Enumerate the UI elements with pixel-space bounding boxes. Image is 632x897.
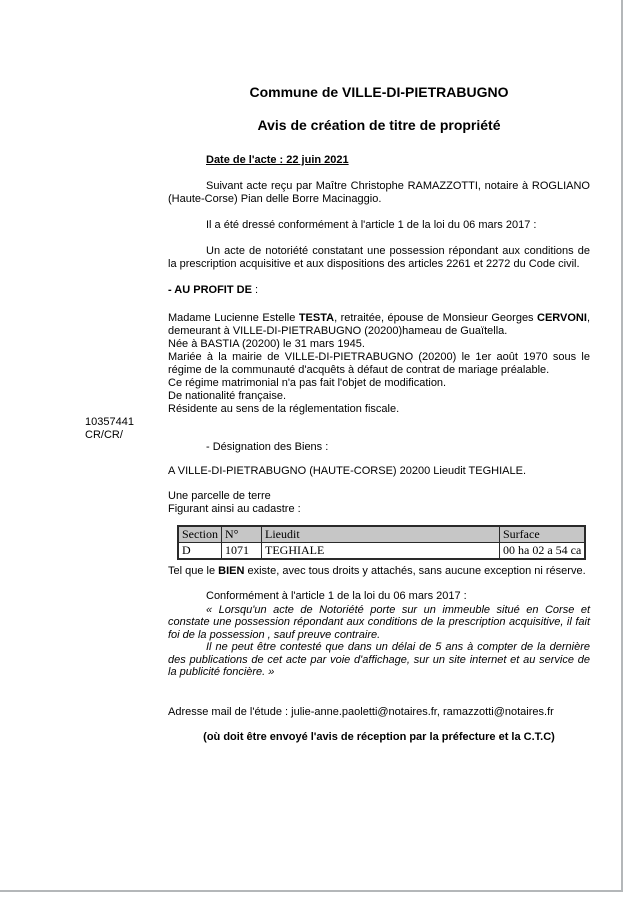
nationality-line: De nationalité française. xyxy=(168,390,287,402)
quote-paragraph-2: Il ne peut être contesté que dans un délai de 5 ans à compter de la dernière des publications de cet acte par voie d'affichage, sur un site internet et au service de la publicité foncière. » xyxy=(168,641,590,679)
designation-heading: - Désignation des Biens : xyxy=(206,441,329,453)
parcel-line1: Une parcelle de terre xyxy=(168,490,271,502)
beneficiary-surname: TESTA xyxy=(298,312,335,324)
cell-lieudit: TEGHIALE xyxy=(262,543,500,560)
avis-title: Avis de création de titre de propriété xyxy=(257,117,501,133)
residence-line: Résidente au sens de la réglementation fiscale. xyxy=(168,403,400,415)
header-numero: N° xyxy=(222,526,262,543)
commune-title: Commune de VILLE-DI-PIETRABUGNO xyxy=(249,84,509,100)
spouse-surname: CERVONI xyxy=(537,312,587,324)
table-row xyxy=(178,543,585,560)
header-lieudit: Lieudit xyxy=(262,526,500,543)
header-surface: Surface xyxy=(500,526,586,543)
email-line: Adresse mail de l'étude : julie-anne.paoletti@notaires.fr, ramazzotti@notaires.fr xyxy=(168,706,554,718)
bien-paragraph: Tel que le BIEN existe, avec tous droits y attachés, sans aucune exception ni réserve. xyxy=(168,565,586,577)
header-section: Section xyxy=(178,526,222,543)
cadastre-table-container xyxy=(177,525,586,560)
date-heading: Date de l'acte : 22 juin 2021 xyxy=(206,154,349,166)
profit-heading-tail: : xyxy=(251,284,259,296)
conformity-paragraph: Il a été dressé conformément à l'article 1 de la loi du 06 mars 2017 : xyxy=(206,219,537,231)
cell-numero: 1071 xyxy=(222,543,262,560)
cell-surface: 00 ha 02 a 54 ca xyxy=(500,543,586,560)
beneficiary-identity: Madame Lucienne Estelle TESTA, retraitée, épouse de Monsieur Georges CERVONI, demeurant à VILLE-DI-PIETRABUGNO (20200)hameau de Guaïtella. xyxy=(168,312,590,337)
parcel-intro xyxy=(168,490,590,516)
cadastre-table xyxy=(177,525,586,560)
cell-section: D xyxy=(178,543,222,560)
file-number: 10357441 xyxy=(85,416,134,428)
parcel-line2: Figurant ainsi au cadastre : xyxy=(168,503,301,515)
page-edge-bottom xyxy=(0,890,623,892)
regime-line: Ce régime matrimonial n'a pas fait l'objet de modification. xyxy=(168,377,447,389)
property-location: A VILLE-DI-PIETRABUGNO (HAUTE-CORSE) 20200 Lieudit TEGHIALE. xyxy=(168,465,527,477)
profit-heading-bold: - AU PROFIT DE xyxy=(168,284,252,296)
marriage-line: Mariée à la mairie de VILLE-DI-PIETRABUGNO (20200) le 1er août 1970 sous le régime de la communauté d'acquêts à défaut de contrat de mariage préalable. xyxy=(168,351,590,376)
law-quote-block xyxy=(168,604,590,678)
profit-heading xyxy=(168,284,590,297)
table-header-row xyxy=(178,526,585,543)
margin-note xyxy=(85,416,134,442)
clerk-initials: CR/CR/ xyxy=(85,429,123,441)
beneficiary-block xyxy=(168,312,590,416)
footer-notice: (où doit être envoyé l'avis de réception par la préfecture et la C.T.C) xyxy=(203,731,555,743)
notoriety-paragraph: Un acte de notoriété constatant une possession répondant aux conditions de la prescription acquisitive et aux dispositions des articles 2261 et 2272 du Code civil. xyxy=(168,245,590,270)
page-edge-right xyxy=(621,0,623,892)
conform-line: Conformément à l'article 1 de la loi du 06 mars 2017 : xyxy=(206,590,467,602)
notary-paragraph: Suivant acte reçu par Maître Christophe RAMAZZOTTI, notaire à ROGLIANO (Haute-Corse) Pian delle Borre Macinaggio. xyxy=(168,180,590,205)
bien-bold: BIEN xyxy=(218,565,245,577)
birth-line: Née à BASTIA (20200) le 31 mars 1945. xyxy=(168,338,365,350)
quote-paragraph-1: « Lorsqu'un acte de Notoriété porte sur un immeuble situé en Corse et constate une possession répondant aux conditions de la prescription acquisitive, il fait foi de la possession , sauf preuve contraire. xyxy=(168,604,590,641)
